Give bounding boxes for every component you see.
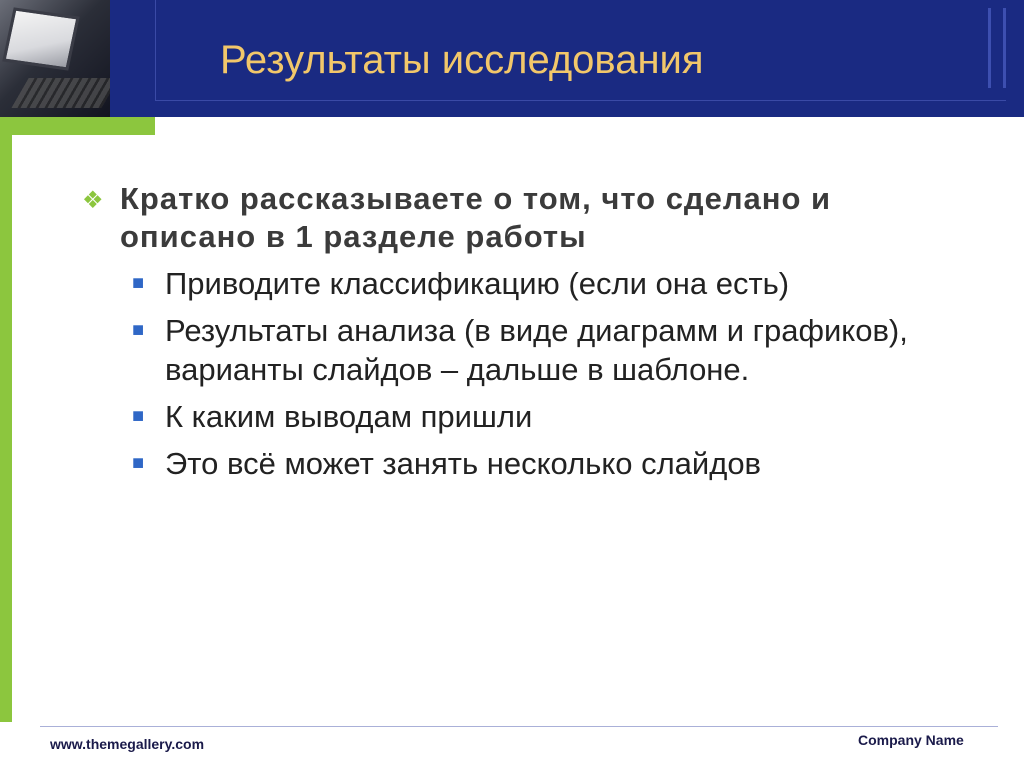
main-bullet-text: Кратко рассказываете о том, что сделано и описано в 1 разделе работы (120, 181, 832, 254)
sub-bullet-item (120, 444, 942, 483)
decorative-line (1003, 8, 1006, 88)
diamond-cluster-icon: ❖ (82, 187, 105, 214)
main-bullet-item (82, 180, 942, 256)
footer-url: www.themegallery.com (50, 736, 205, 752)
square-bullet-icon: ■ (132, 319, 145, 341)
sub-bullet-text: Результаты анализа (в виде диаграмм и графиков), варианты слайдов – дальше в шаблоне. (165, 313, 908, 387)
slide-content (82, 180, 942, 483)
square-bullet-icon: ■ (132, 452, 145, 474)
computer-thumbnail-image (0, 0, 110, 117)
square-bullet-icon: ■ (132, 405, 145, 427)
left-accent-bar (0, 117, 12, 722)
top-accent-bar (0, 117, 155, 135)
sub-bullet-text: Приводите классификацию (если она есть) (165, 266, 790, 301)
square-bullet-icon: ■ (132, 272, 145, 294)
sub-bullet-text: Это всё может занять несколько слайдов (165, 446, 762, 481)
footer-divider (40, 726, 998, 727)
keyboard-shape (11, 78, 110, 108)
slide-title: Результаты исследования (220, 38, 704, 82)
sub-bullet-item (120, 264, 942, 303)
monitor-shape (2, 7, 79, 70)
sub-bullet-item (120, 311, 942, 389)
sub-bullet-text: К каким выводам пришли (165, 399, 533, 434)
sub-bullet-item (120, 397, 942, 436)
footer-company-name: Company Name (858, 732, 964, 748)
decorative-line (988, 8, 991, 88)
